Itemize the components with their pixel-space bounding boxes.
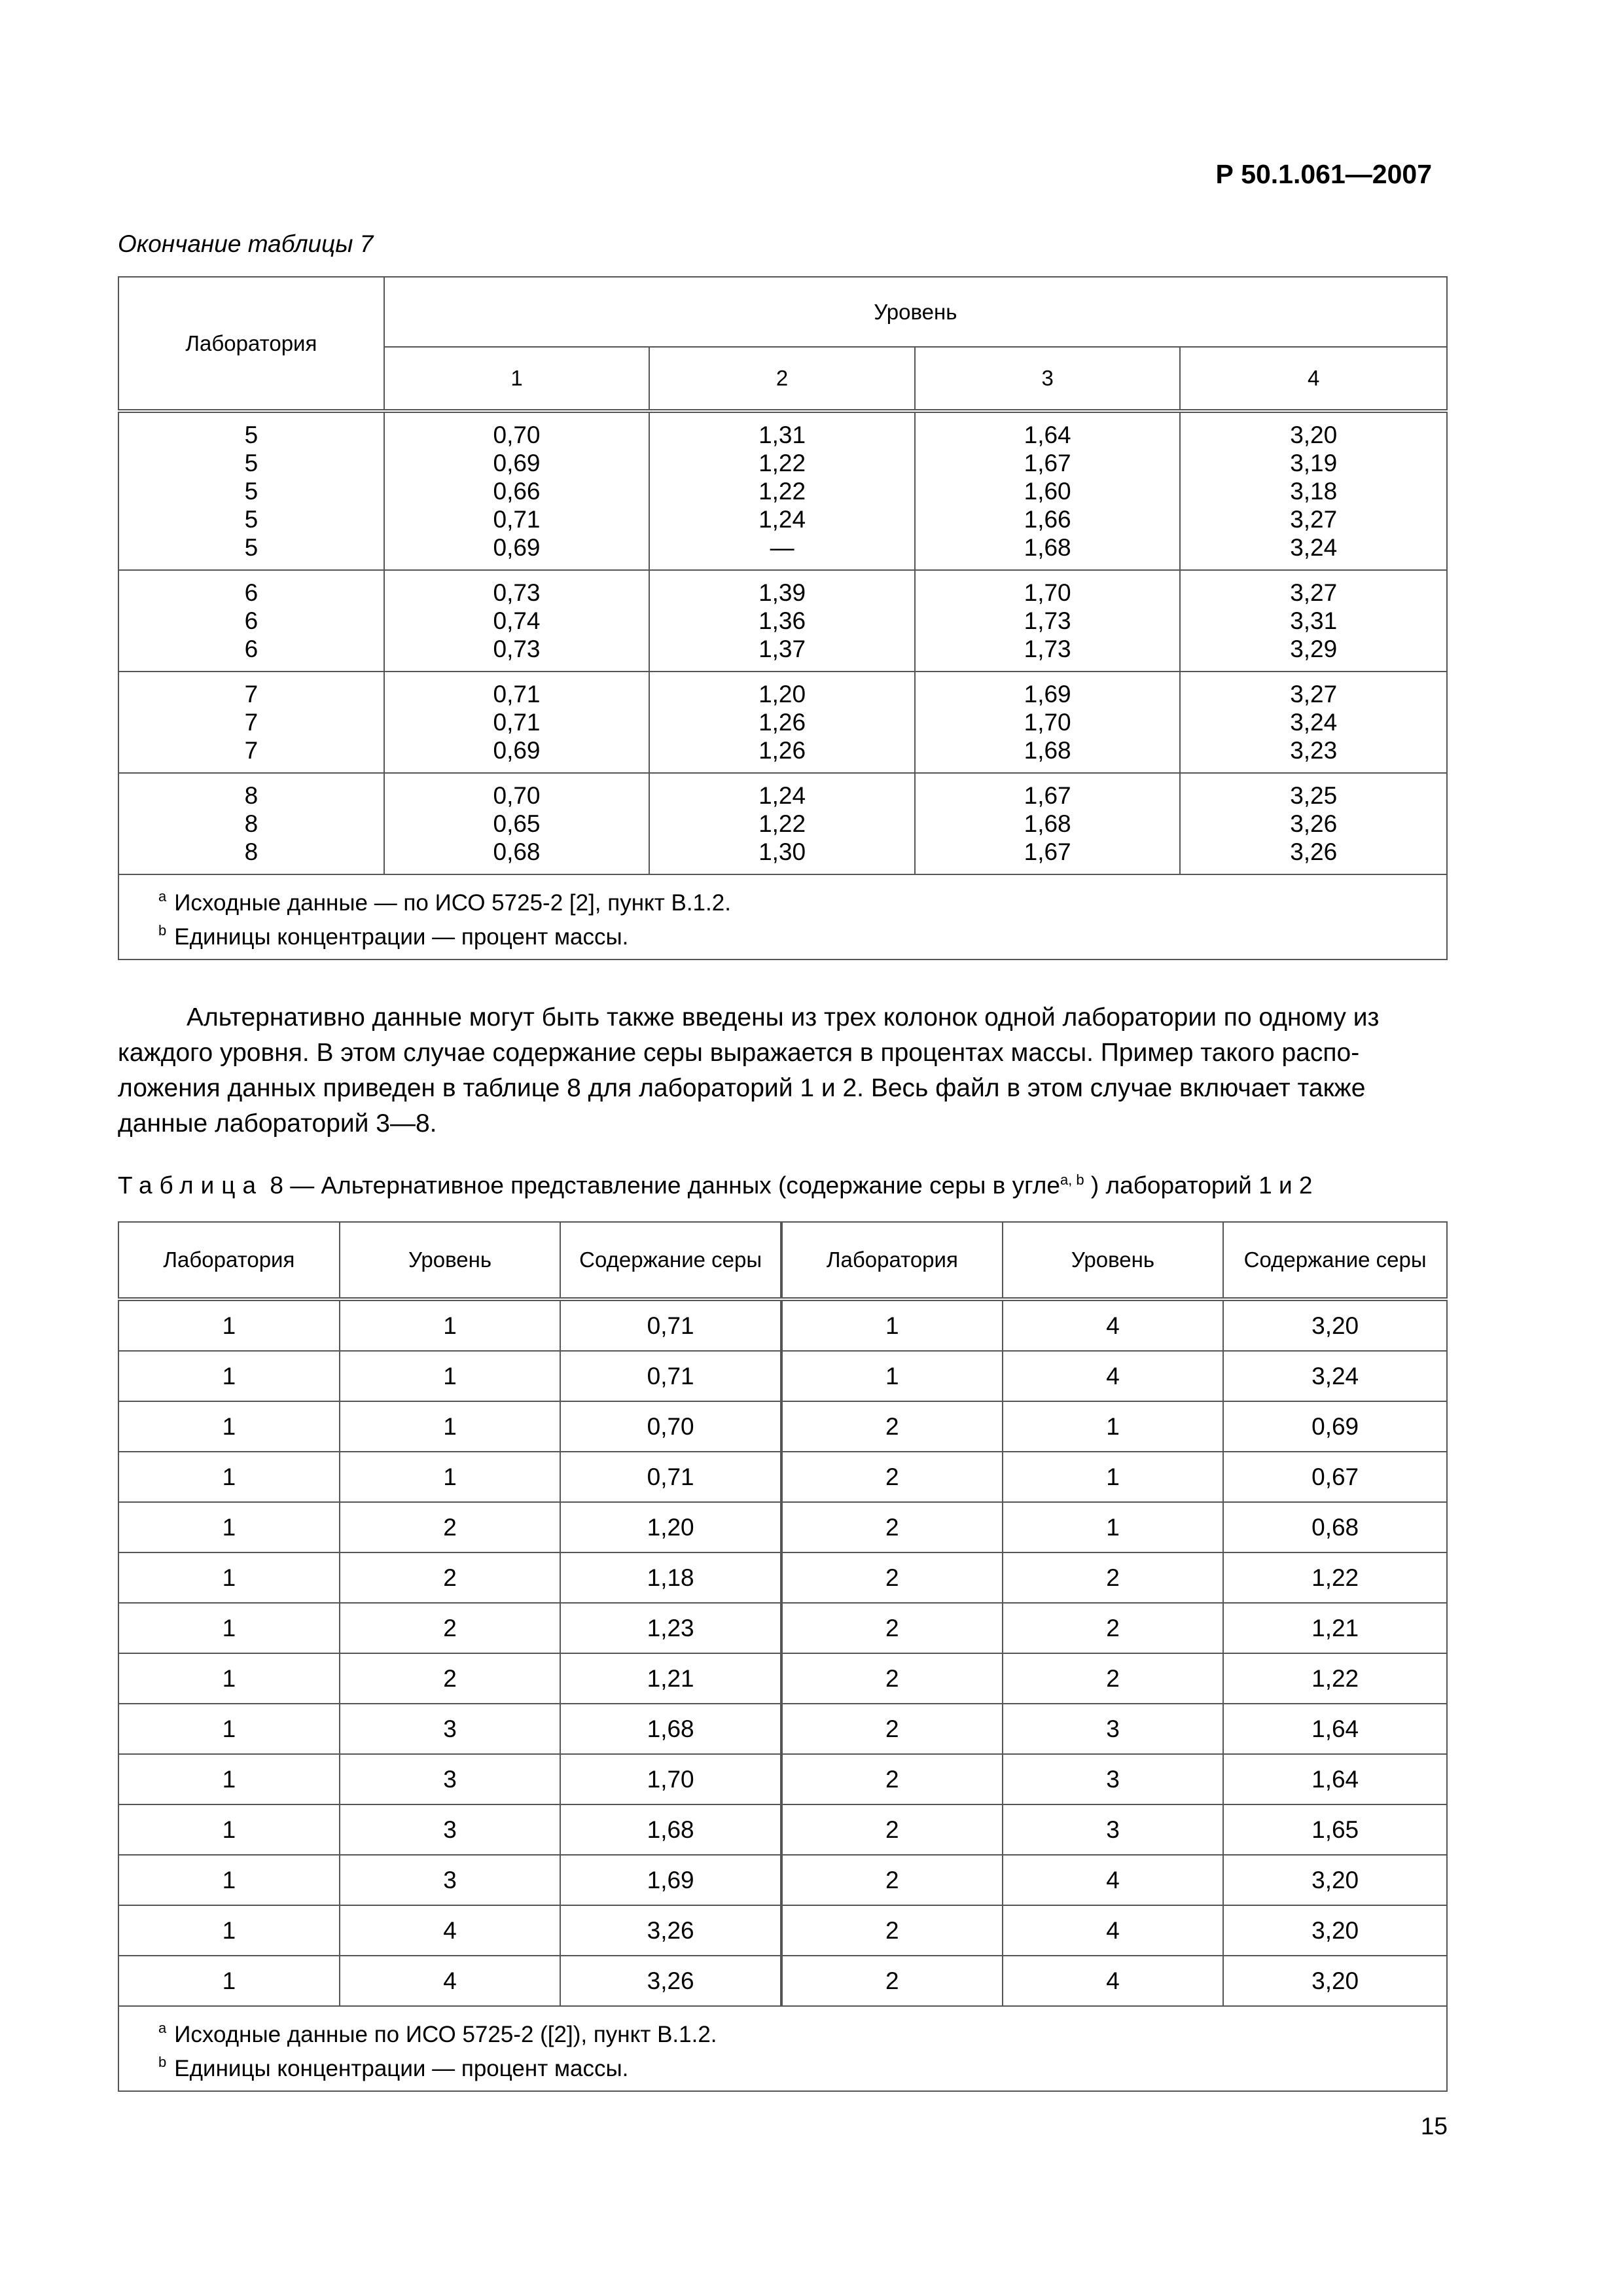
- document-code: Р 50.1.061—2007: [1215, 159, 1432, 189]
- table-cell: 1: [340, 1401, 561, 1452]
- cell-line: 1,22: [758, 450, 806, 476]
- cell-value: [915, 773, 1181, 874]
- cell-line: 0,70: [493, 782, 541, 809]
- cell-line: 0,68: [493, 838, 541, 865]
- table-cell: 2: [781, 1603, 1003, 1653]
- table-cell: 1: [1003, 1502, 1224, 1552]
- cell-line: 1,60: [1024, 478, 1071, 505]
- cell-line: 1,24: [758, 506, 806, 533]
- cell-line: 7: [244, 737, 259, 764]
- table-cell: 2: [781, 1855, 1003, 1905]
- cell-line: 0,71: [493, 709, 541, 736]
- cell-line: 1,20: [758, 681, 806, 708]
- table-row: [118, 1804, 1447, 1855]
- table-cell: 1: [781, 1351, 1003, 1401]
- table-cell: 0,71: [560, 1351, 781, 1401]
- cell-line: 3,26: [1290, 810, 1338, 837]
- table-cell: 2: [1003, 1653, 1224, 1704]
- cell-line: 7: [244, 681, 259, 708]
- cell-line: 3,25: [1290, 782, 1338, 809]
- table-row: [118, 1401, 1447, 1452]
- table-cell: 1: [118, 1401, 340, 1452]
- cell-laboratory: [118, 773, 384, 874]
- cell-value: [915, 570, 1181, 672]
- table-row: [118, 1299, 1447, 1351]
- table-cell: 3: [1003, 1754, 1224, 1804]
- table-7: [118, 276, 1448, 960]
- cell-line: 0,71: [493, 681, 541, 708]
- level-header: 2: [649, 347, 915, 411]
- cell-line: 6: [244, 579, 259, 606]
- cell-line: 1,30: [758, 838, 806, 865]
- cell-line: 8: [244, 810, 259, 837]
- table-cell: 1: [118, 1956, 340, 2006]
- table-cell: 2: [781, 1704, 1003, 1754]
- table-row: [118, 570, 1447, 672]
- cell-line: 0,65: [493, 810, 541, 837]
- table-cell: 2: [340, 1603, 561, 1653]
- cell-value: [1180, 411, 1447, 570]
- cell-line: 5: [244, 450, 259, 476]
- table-cell: 3: [340, 1704, 561, 1754]
- table-cell: 3,20: [1223, 1905, 1447, 1956]
- table-cell: 4: [1003, 1299, 1224, 1351]
- table-cell: 1: [1003, 1401, 1224, 1452]
- cell-line: 8: [244, 782, 259, 809]
- level-header: 3: [915, 347, 1181, 411]
- cell-value: [649, 570, 915, 672]
- cell-value: [384, 570, 650, 672]
- cell-value: [915, 411, 1181, 570]
- cell-line: 3,24: [1290, 534, 1338, 561]
- cell-line: 1,68: [1024, 534, 1071, 561]
- cell-line: 0,74: [493, 607, 541, 634]
- cell-line: 3,27: [1290, 506, 1338, 533]
- table-row: [118, 1956, 1447, 2006]
- table-cell: 0,70: [560, 1401, 781, 1452]
- table-cell: 1,69: [560, 1855, 781, 1905]
- cell-value: [649, 773, 915, 874]
- table-cell: 1,23: [560, 1603, 781, 1653]
- cell-laboratory: [118, 411, 384, 570]
- col-header: Содержание серы: [560, 1222, 781, 1299]
- table-cell: 3,20: [1223, 1956, 1447, 2006]
- col-header: Содержание серы: [1223, 1222, 1447, 1299]
- col-header-level: Уровень: [384, 277, 1447, 347]
- cell-line: 1,68: [1024, 810, 1071, 837]
- table-cell: 0,71: [560, 1452, 781, 1502]
- table-cell: 1: [118, 1603, 340, 1653]
- table-cell: 1: [118, 1552, 340, 1603]
- footnote: $^b$ Единицы концентрации — процент массы.: [158, 2054, 629, 2081]
- table-row: [118, 411, 1447, 570]
- cell-line: 1,36: [758, 607, 806, 634]
- cell-line: 1,26: [758, 709, 806, 736]
- cell-line: 1,68: [1024, 737, 1071, 764]
- table-cell: 2: [1003, 1552, 1224, 1603]
- table-cell: 1: [118, 1855, 340, 1905]
- cell-line: 0,69: [493, 737, 541, 764]
- table-cell: 1,21: [560, 1653, 781, 1704]
- table-cell: 1,18: [560, 1552, 781, 1603]
- cell-line: 3,27: [1290, 579, 1338, 606]
- table-cell: 1: [340, 1299, 561, 1351]
- paragraph-line: каждого уровня. В этом случае содержание серы выражается в процентах массы. Пример такого распо-: [118, 1039, 1360, 1067]
- table-cell: 2: [781, 1653, 1003, 1704]
- cell-line: 8: [244, 838, 259, 865]
- table-cell: 1,65: [1223, 1804, 1447, 1855]
- table-cell: 3,20: [1223, 1855, 1447, 1905]
- table-cell: 1,68: [560, 1704, 781, 1754]
- cell-line: 3,18: [1290, 478, 1338, 505]
- table-cell: 3: [1003, 1804, 1224, 1855]
- cell-line: 5: [244, 534, 259, 561]
- cell-line: 6: [244, 636, 259, 662]
- cell-line: 0,66: [493, 478, 541, 505]
- cell-line: 3,29: [1290, 636, 1338, 662]
- table-cell: 0,68: [1223, 1502, 1447, 1552]
- col-header: Лаборатория: [118, 1222, 340, 1299]
- table-row: [118, 1603, 1447, 1653]
- footnote: $^a$ Исходные данные по ИСО 5725-2 ([2]), пункт В.1.2.: [158, 2020, 717, 2047]
- table-cell: 2: [781, 1452, 1003, 1502]
- paragraph-line: данные лабораторий 3—8.: [118, 1109, 437, 1138]
- table-cell: 2: [1003, 1603, 1224, 1653]
- table-cell: 2: [781, 1502, 1003, 1552]
- table-cell: 2: [340, 1552, 561, 1603]
- table-cell: 4: [340, 1956, 561, 2006]
- cell-value: [1180, 773, 1447, 874]
- cell-value: [1180, 570, 1447, 672]
- col-header: Уровень: [1003, 1222, 1224, 1299]
- table-cell: 4: [340, 1905, 561, 1956]
- table8-footnotes: [118, 2006, 1447, 2091]
- table-cell: 0,71: [560, 1299, 781, 1351]
- table-cell: 2: [781, 1956, 1003, 2006]
- body-paragraph: [118, 1000, 1448, 1141]
- cell-line: 1,73: [1024, 636, 1071, 662]
- cell-line: 1,39: [758, 579, 806, 606]
- table-cell: 1: [118, 1704, 340, 1754]
- table-cell: 3: [340, 1804, 561, 1855]
- cell-line: 0,73: [493, 636, 541, 662]
- table-cell: 4: [1003, 1855, 1224, 1905]
- table-8: [118, 1221, 1448, 2092]
- cell-line: 1,37: [758, 636, 806, 662]
- table-cell: 1,70: [560, 1754, 781, 1804]
- table-cell: 2: [340, 1502, 561, 1552]
- table-cell: 0,67: [1223, 1452, 1447, 1502]
- cell-line: 0,71: [493, 506, 541, 533]
- page-number: 15: [1420, 2113, 1448, 2140]
- cell-value: [384, 672, 650, 773]
- table8-caption: Таблица 8 — Альтернативное представление данных (содержание серы в угле$^{a, b}$ ) лабораторий 1 и 2: [118, 1172, 1313, 1199]
- cell-laboratory: [118, 672, 384, 773]
- table-cell: 1,21: [1223, 1603, 1447, 1653]
- cell-value: [649, 672, 915, 773]
- paragraph-line: ложения данных приведен в таблице 8 для лабораторий 1 и 2. Весь файл в этом случае включает также: [118, 1074, 1366, 1102]
- cell-line: 3,23: [1290, 737, 1338, 764]
- table-cell: 3,24: [1223, 1351, 1447, 1401]
- cell-line: 0,69: [493, 534, 541, 561]
- table-cell: 3,26: [560, 1956, 781, 2006]
- table-cell: 1: [340, 1452, 561, 1502]
- table-row: [118, 1351, 1447, 1401]
- footnote: $^b$ Единицы концентрации — процент массы.: [158, 922, 629, 950]
- cell-line: 6: [244, 607, 259, 634]
- cell-line: 1,26: [758, 737, 806, 764]
- cell-value: [1180, 672, 1447, 773]
- table-cell: 1,22: [1223, 1653, 1447, 1704]
- cell-line: 1,66: [1024, 506, 1071, 533]
- table-cell: 4: [1003, 1905, 1224, 1956]
- level-header: 1: [384, 347, 650, 411]
- cell-line: —: [770, 534, 794, 561]
- table-cell: 1,22: [1223, 1552, 1447, 1603]
- table-cell: 3: [1003, 1704, 1224, 1754]
- table-cell: 2: [781, 1754, 1003, 1804]
- table7-continuation-caption: Окончание таблицы 7: [118, 230, 374, 257]
- cell-line: 0,73: [493, 579, 541, 606]
- cell-line: 0,70: [493, 422, 541, 448]
- cell-value: [915, 672, 1181, 773]
- table-cell: 1: [118, 1452, 340, 1502]
- table-row: [118, 1704, 1447, 1754]
- table-cell: 1,20: [560, 1502, 781, 1552]
- table-cell: 4: [1003, 1351, 1224, 1401]
- table-cell: 1: [118, 1351, 340, 1401]
- cell-line: 5: [244, 506, 259, 533]
- table-cell: 3,26: [560, 1905, 781, 1956]
- table-row: [118, 773, 1447, 874]
- cell-value: [649, 411, 915, 570]
- table-cell: 1,64: [1223, 1754, 1447, 1804]
- table-cell: 3: [340, 1855, 561, 1905]
- col-header-laboratory: Лаборатория: [118, 277, 384, 411]
- cell-value: [384, 411, 650, 570]
- table-row: [118, 1653, 1447, 1704]
- level-header: 4: [1180, 347, 1447, 411]
- cell-line: 0,69: [493, 450, 541, 476]
- table-cell: 1: [118, 1653, 340, 1704]
- cell-line: 1,22: [758, 478, 806, 505]
- table-cell: 1: [118, 1804, 340, 1855]
- table-row: [118, 1452, 1447, 1502]
- cell-line: 1,67: [1024, 450, 1071, 476]
- table-cell: 4: [1003, 1956, 1224, 2006]
- cell-line: 1,31: [758, 422, 806, 448]
- table-row: [118, 672, 1447, 773]
- cell-line: 1,70: [1024, 579, 1071, 606]
- cell-line: 3,27: [1290, 681, 1338, 708]
- table-row: [118, 1552, 1447, 1603]
- cell-line: 5: [244, 478, 259, 505]
- cell-line: 3,24: [1290, 709, 1338, 736]
- table-cell: 1: [340, 1351, 561, 1401]
- cell-line: 3,31: [1290, 607, 1338, 634]
- table-cell: 1: [118, 1299, 340, 1351]
- table-cell: 2: [340, 1653, 561, 1704]
- table7-footnotes: [118, 874, 1447, 960]
- cell-line: 1,67: [1024, 838, 1071, 865]
- table-row: [118, 1905, 1447, 1956]
- table-cell: 1,64: [1223, 1704, 1447, 1754]
- table-cell: 1: [118, 1905, 340, 1956]
- table-cell: 1: [118, 1502, 340, 1552]
- cell-line: 1,64: [1024, 422, 1071, 448]
- cell-line: 7: [244, 709, 259, 736]
- cell-value: [384, 773, 650, 874]
- table-cell: 1,68: [560, 1804, 781, 1855]
- table-cell: 2: [781, 1804, 1003, 1855]
- table-cell: 3,20: [1223, 1299, 1447, 1351]
- table-cell: 1: [1003, 1452, 1224, 1502]
- cell-line: 5: [244, 422, 259, 448]
- table-cell: 1: [781, 1299, 1003, 1351]
- table-row: [118, 1754, 1447, 1804]
- paragraph-line: Альтернативно данные могут быть также введены из трех колонок одной лаборатории по одному из: [187, 1003, 1380, 1031]
- cell-line: 3,26: [1290, 838, 1338, 865]
- cell-line: 3,20: [1290, 422, 1338, 448]
- cell-line: 1,22: [758, 810, 806, 837]
- table-row: [118, 1855, 1447, 1905]
- table-cell: 0,69: [1223, 1401, 1447, 1452]
- cell-line: 3,19: [1290, 450, 1338, 476]
- table-cell: 2: [781, 1401, 1003, 1452]
- table-row: [118, 1502, 1447, 1552]
- col-header: Уровень: [340, 1222, 561, 1299]
- footnote: $^a$ Исходные данные — по ИСО 5725-2 [2], пункт В.1.2.: [158, 888, 731, 916]
- cell-laboratory: [118, 570, 384, 672]
- col-header: Лаборатория: [781, 1222, 1003, 1299]
- cell-line: 1,67: [1024, 782, 1071, 809]
- table-cell: 3: [340, 1754, 561, 1804]
- table-cell: 1: [118, 1754, 340, 1804]
- table-cell: 2: [781, 1905, 1003, 1956]
- cell-line: 1,73: [1024, 607, 1071, 634]
- cell-line: 1,69: [1024, 681, 1071, 708]
- table-cell: 2: [781, 1552, 1003, 1603]
- cell-line: 1,24: [758, 782, 806, 809]
- cell-line: 1,70: [1024, 709, 1071, 736]
